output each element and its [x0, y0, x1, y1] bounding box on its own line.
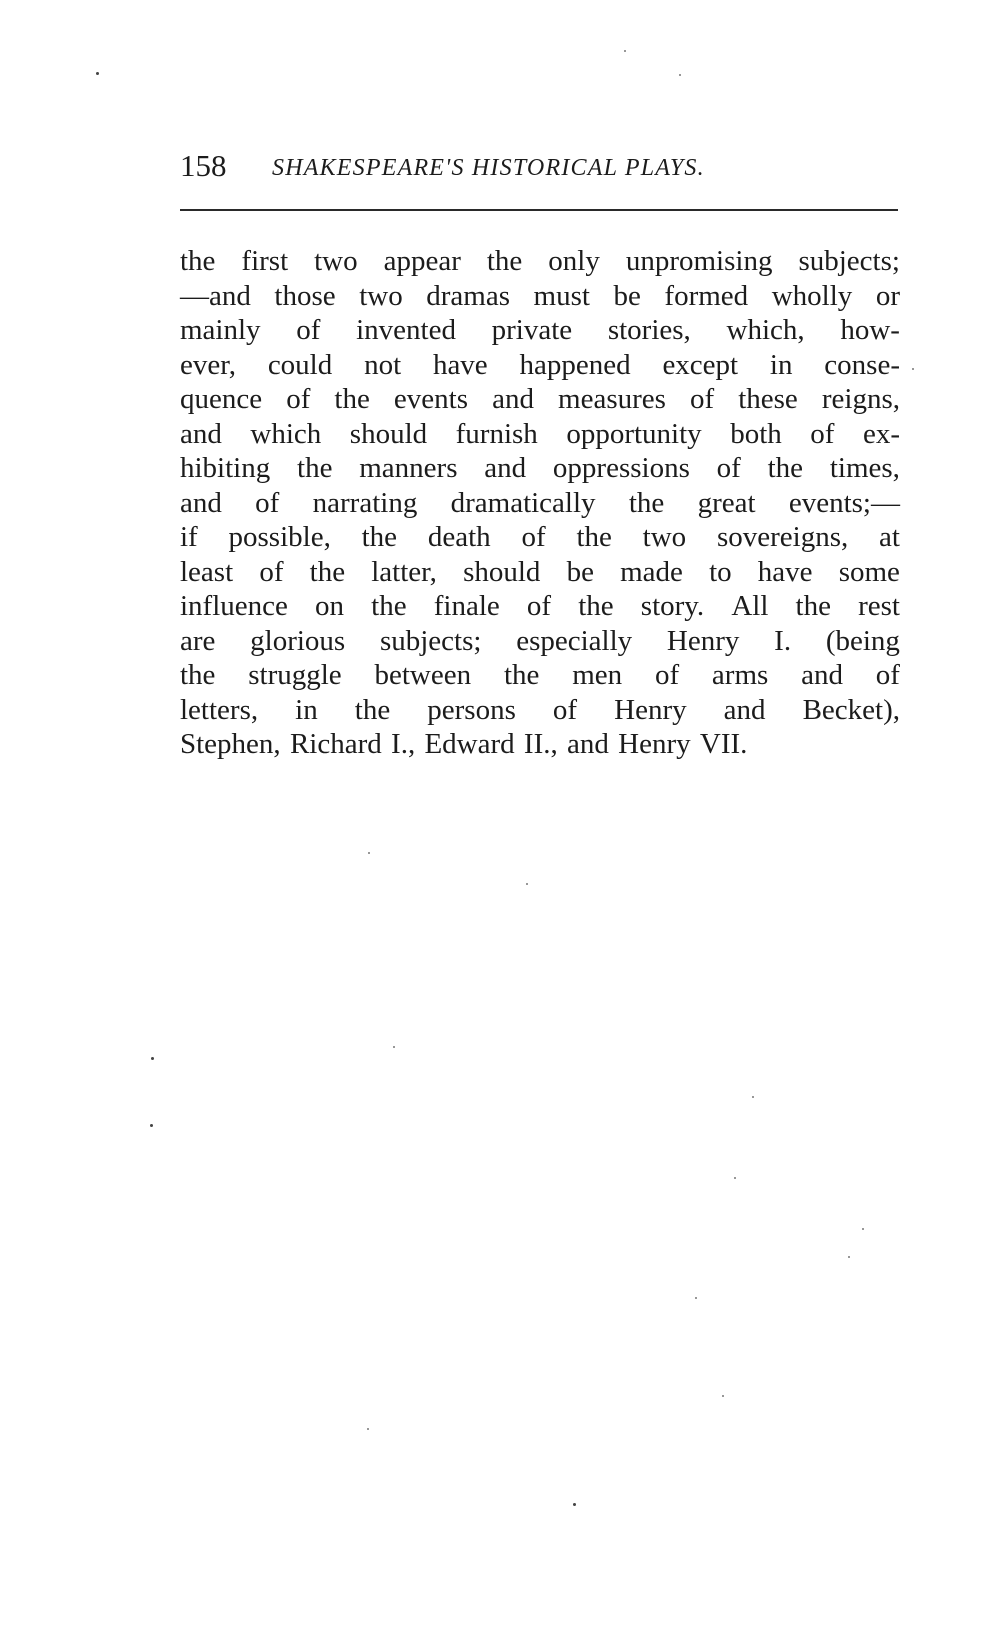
text-line: hibiting the manners and oppressions of the times, — [180, 452, 900, 484]
scan-speck — [393, 1046, 395, 1048]
scan-speck — [150, 1124, 153, 1127]
page-header — [180, 146, 900, 186]
text-line: the struggle between the men of arms and of — [180, 659, 900, 691]
scan-speck — [722, 1395, 724, 1397]
text-line: and which should furnish opportunity both of ex- — [180, 417, 900, 450]
text-line: if possible, the death of the two sovereigns, at — [180, 521, 900, 553]
text-line: are glorious subjects; especially Henry I. (being — [180, 624, 900, 657]
scan-speck — [679, 74, 681, 76]
text-line: the first two appear the only unpromising subjects; — [180, 245, 900, 277]
text-line: ever, could not have happened except in conse- — [180, 348, 900, 381]
text-line: and of narrating dramatically the great events;— — [180, 486, 900, 519]
text-line: letters, in the persons of Henry and Becket), — [180, 693, 900, 726]
scan-speck — [912, 368, 914, 370]
scan-speck — [96, 72, 99, 75]
running-title: SHAKESPEARE'S HISTORICAL PLAYS. — [272, 155, 705, 181]
scan-speck — [368, 852, 370, 854]
scan-speck — [862, 1228, 864, 1230]
scan-speck — [367, 1428, 369, 1430]
text-line: mainly of invented private stories, which, how- — [180, 314, 900, 346]
scan-speck — [734, 1177, 736, 1179]
text-line: quence of the events and measures of these reigns, — [180, 383, 900, 415]
scan-speck — [526, 883, 528, 885]
scan-speck — [573, 1503, 576, 1506]
page-number: 158 — [180, 148, 227, 183]
header-rule — [180, 209, 898, 211]
scan-speck — [624, 50, 626, 52]
text-line: least of the latter, should be made to have some — [180, 555, 900, 588]
scan-speck — [848, 1256, 850, 1258]
body-text — [180, 244, 900, 762]
text-line: —and those two dramas must be formed wholly or — [180, 279, 900, 312]
text-line: influence on the finale of the story. All the rest — [180, 590, 900, 622]
text-line: Stephen, Richard I., Edward II., and Henry VII. — [180, 728, 748, 760]
scan-speck — [695, 1297, 697, 1299]
scan-speck — [151, 1057, 154, 1060]
scan-speck — [752, 1096, 754, 1098]
